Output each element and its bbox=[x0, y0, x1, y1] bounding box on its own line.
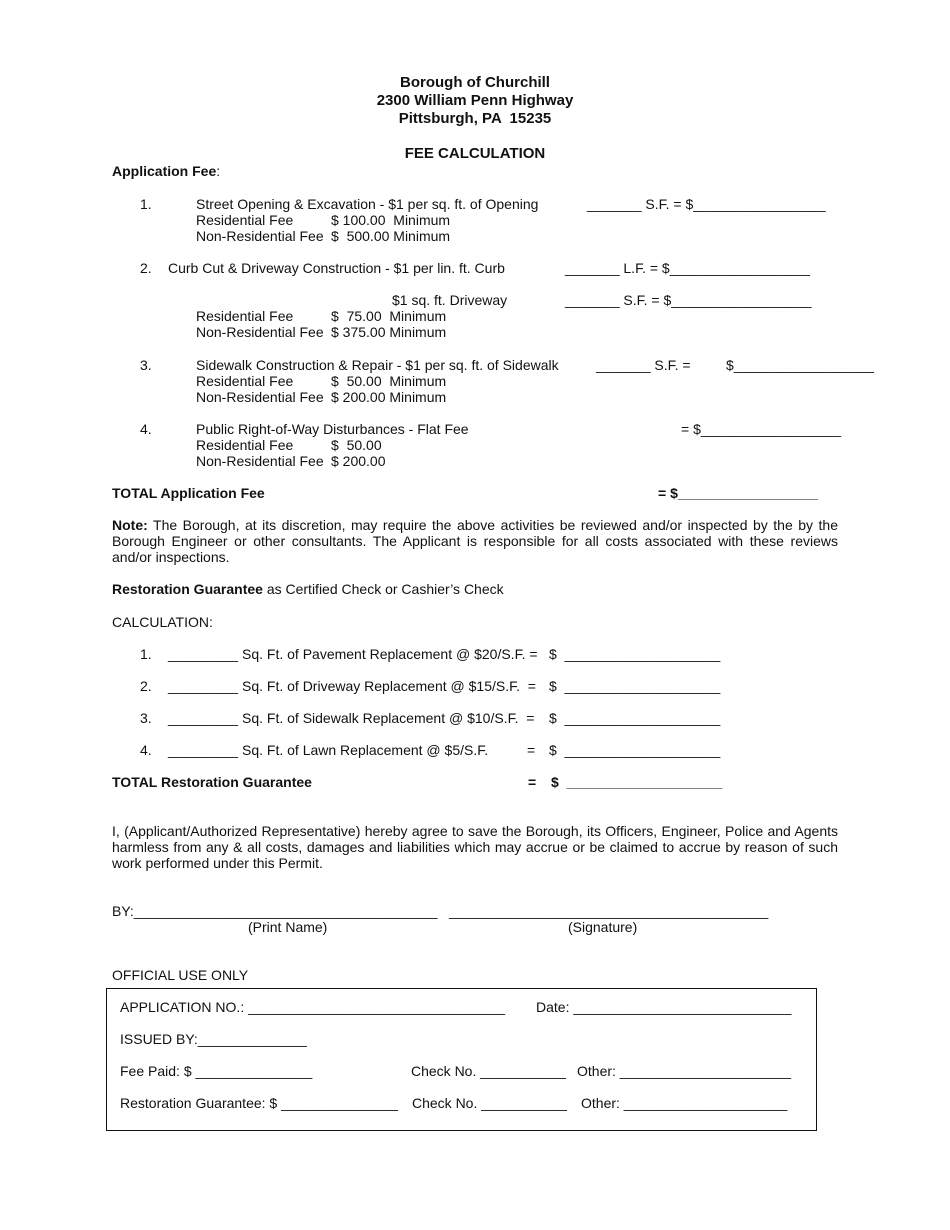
date-field[interactable]: Date: ____________________________ bbox=[536, 999, 792, 1015]
borough-city: Pittsburgh, PA 15235 bbox=[398, 110, 552, 127]
restoration-item-4-desc: Sq. Ft. of Lawn Replacement @ $5/S.F. bbox=[242, 742, 489, 758]
calculation-heading: CALCULATION: bbox=[112, 614, 213, 630]
note-text: The Borough, at its discretion, may require the above activities be reviewed and/or inspected by the by the Borough Engineer or other consultants. The Applicant is responsible for all costs associated with these reviews and/or inspections. bbox=[112, 517, 838, 565]
fee-item-2-nonres-label: Non-Residential Fee bbox=[196, 324, 324, 340]
fee-item-1-res-label: Residential Fee bbox=[196, 212, 294, 228]
restoration-guarantee-field[interactable]: Restoration Guarantee: $ _______________ bbox=[120, 1095, 398, 1111]
signature-label: (Signature) bbox=[568, 919, 638, 935]
fee-item-2-res-label: Residential Fee bbox=[196, 308, 294, 324]
restoration-heading: Restoration Guarantee as Certified Check or Cashier’s Check bbox=[112, 581, 504, 597]
total-application-fee-label: TOTAL Application Fee bbox=[112, 485, 265, 501]
fee-item-3-number: 3. bbox=[140, 357, 152, 373]
fee-item-1-res-value: $ 100.00 Minimum bbox=[331, 212, 451, 228]
fee-item-2-desc2: $1 sq. ft. Driveway bbox=[392, 292, 508, 308]
fee-item-2-calc[interactable]: _______ L.F. = $__________________ bbox=[565, 260, 810, 276]
restoration-item-2-amount[interactable]: $ ____________________ bbox=[549, 678, 721, 694]
page-title: FEE CALCULATION bbox=[404, 145, 546, 162]
fee-item-4-desc: Public Right-of-Way Disturbances - Flat Fee bbox=[196, 421, 469, 437]
restoration-item-1-number: 1. bbox=[140, 646, 152, 662]
fee-item-2-res-value: $ 75.00 Minimum bbox=[331, 308, 447, 324]
restoration-item-2-number: 2. bbox=[140, 678, 152, 694]
total-restoration-label: TOTAL Restoration Guarantee bbox=[112, 774, 312, 790]
other-field-1[interactable]: Other: ______________________ bbox=[577, 1063, 792, 1079]
other-field-2[interactable]: Other: _____________________ bbox=[581, 1095, 788, 1111]
issued-by-field[interactable]: ISSUED BY:______________ bbox=[120, 1031, 307, 1047]
fee-item-3-desc: Sidewalk Construction & Repair - $1 per sq. ft. of Sidewalk bbox=[196, 357, 559, 373]
restoration-item-3-desc: Sq. Ft. of Sidewalk Replacement @ $10/S.F. = bbox=[242, 710, 535, 726]
application-number-field[interactable]: APPLICATION NO.: _________________________________ bbox=[120, 999, 506, 1015]
fee-item-4-nonres-value: $ 200.00 bbox=[331, 453, 386, 469]
fee-item-2-number: 2. bbox=[140, 260, 152, 276]
restoration-item-4-number: 4. bbox=[140, 742, 152, 758]
print-name-line[interactable]: BY:_______________________________________ bbox=[112, 903, 438, 919]
check-number-field-2[interactable]: Check No. ___________ bbox=[412, 1095, 567, 1111]
restoration-item-4-amount[interactable]: $ ____________________ bbox=[549, 742, 721, 758]
fee-item-2-nonres-value: $ 375.00 Minimum bbox=[331, 324, 447, 340]
fee-item-4-res-value: $ 50.00 bbox=[331, 437, 382, 453]
print-name-label: (Print Name) bbox=[248, 919, 328, 935]
fee-item-3-calc[interactable]: _______ S.F. = bbox=[596, 357, 691, 373]
restoration-item-3-number: 3. bbox=[140, 710, 152, 726]
fee-item-4-calc[interactable]: = $__________________ bbox=[681, 421, 842, 437]
check-number-field-1[interactable]: Check No. ___________ bbox=[411, 1063, 566, 1079]
application-fee-heading: Application Fee: bbox=[112, 163, 221, 179]
fee-item-2-calc2[interactable]: _______ S.F. = $__________________ bbox=[565, 292, 812, 308]
total-application-fee-value[interactable]: = $__________________ bbox=[658, 485, 819, 501]
fee-item-3-nonres-value: $ 200.00 Minimum bbox=[331, 389, 447, 405]
fee-paid-field[interactable]: Fee Paid: $ _______________ bbox=[120, 1063, 313, 1079]
note-label: Note: bbox=[112, 517, 148, 533]
restoration-item-2-sqft[interactable]: _________ bbox=[168, 678, 239, 694]
fee-item-4-res-label: Residential Fee bbox=[196, 437, 294, 453]
fee-item-3-amount[interactable]: $__________________ bbox=[726, 357, 874, 373]
restoration-item-3-amount[interactable]: $ ____________________ bbox=[549, 710, 721, 726]
signature-line[interactable]: _________________________________________ bbox=[449, 903, 769, 919]
fee-item-3-nonres-label: Non-Residential Fee bbox=[196, 389, 324, 405]
borough-address: 2300 William Penn Highway bbox=[376, 92, 574, 109]
restoration-item-3-sqft[interactable]: _________ bbox=[168, 710, 239, 726]
restoration-item-1-amount[interactable]: $ ____________________ bbox=[549, 646, 721, 662]
borough-name: Borough of Churchill bbox=[400, 74, 550, 91]
restoration-item-4-equals: = bbox=[527, 742, 536, 758]
restoration-item-1-sqft[interactable]: _________ bbox=[168, 646, 239, 662]
fee-item-2-desc: Curb Cut & Driveway Construction - $1 per lin. ft. Curb bbox=[168, 260, 505, 276]
fee-item-1-desc: Street Opening & Excavation - $1 per sq. ft. of Opening bbox=[196, 196, 539, 212]
fee-item-1-number: 1. bbox=[140, 196, 152, 212]
restoration-item-2-desc: Sq. Ft. of Driveway Replacement @ $15/S.F. = bbox=[242, 678, 536, 694]
fee-item-4-number: 4. bbox=[140, 421, 152, 437]
note-paragraph bbox=[112, 517, 838, 565]
total-restoration-equals: = bbox=[528, 774, 537, 790]
restoration-item-4-sqft[interactable]: _________ bbox=[168, 742, 239, 758]
fee-item-4-nonres-label: Non-Residential Fee bbox=[196, 453, 324, 469]
official-use-heading: OFFICIAL USE ONLY bbox=[112, 967, 249, 983]
fee-item-3-res-label: Residential Fee bbox=[196, 373, 294, 389]
fee-item-1-nonres-label: Non-Residential Fee bbox=[196, 228, 324, 244]
fee-item-3-res-value: $ 50.00 Minimum bbox=[331, 373, 447, 389]
restoration-item-1-desc: Sq. Ft. of Pavement Replacement @ $20/S.F. = bbox=[242, 646, 538, 662]
agreement-paragraph: I, (Applicant/Authorized Representative) hereby agree to save the Borough, its Officers, Engineer, Police and Agents harmless from any & all costs, damages and liabilities which may accrue or be claimed to accrue by reason of such work performed under this Permit. bbox=[112, 823, 838, 871]
total-restoration-value[interactable]: $ ____________________ bbox=[551, 774, 723, 790]
fee-item-1-calc[interactable]: _______ S.F. = $_________________ bbox=[587, 196, 826, 212]
fee-item-1-nonres-value: $ 500.00 Minimum bbox=[331, 228, 451, 244]
